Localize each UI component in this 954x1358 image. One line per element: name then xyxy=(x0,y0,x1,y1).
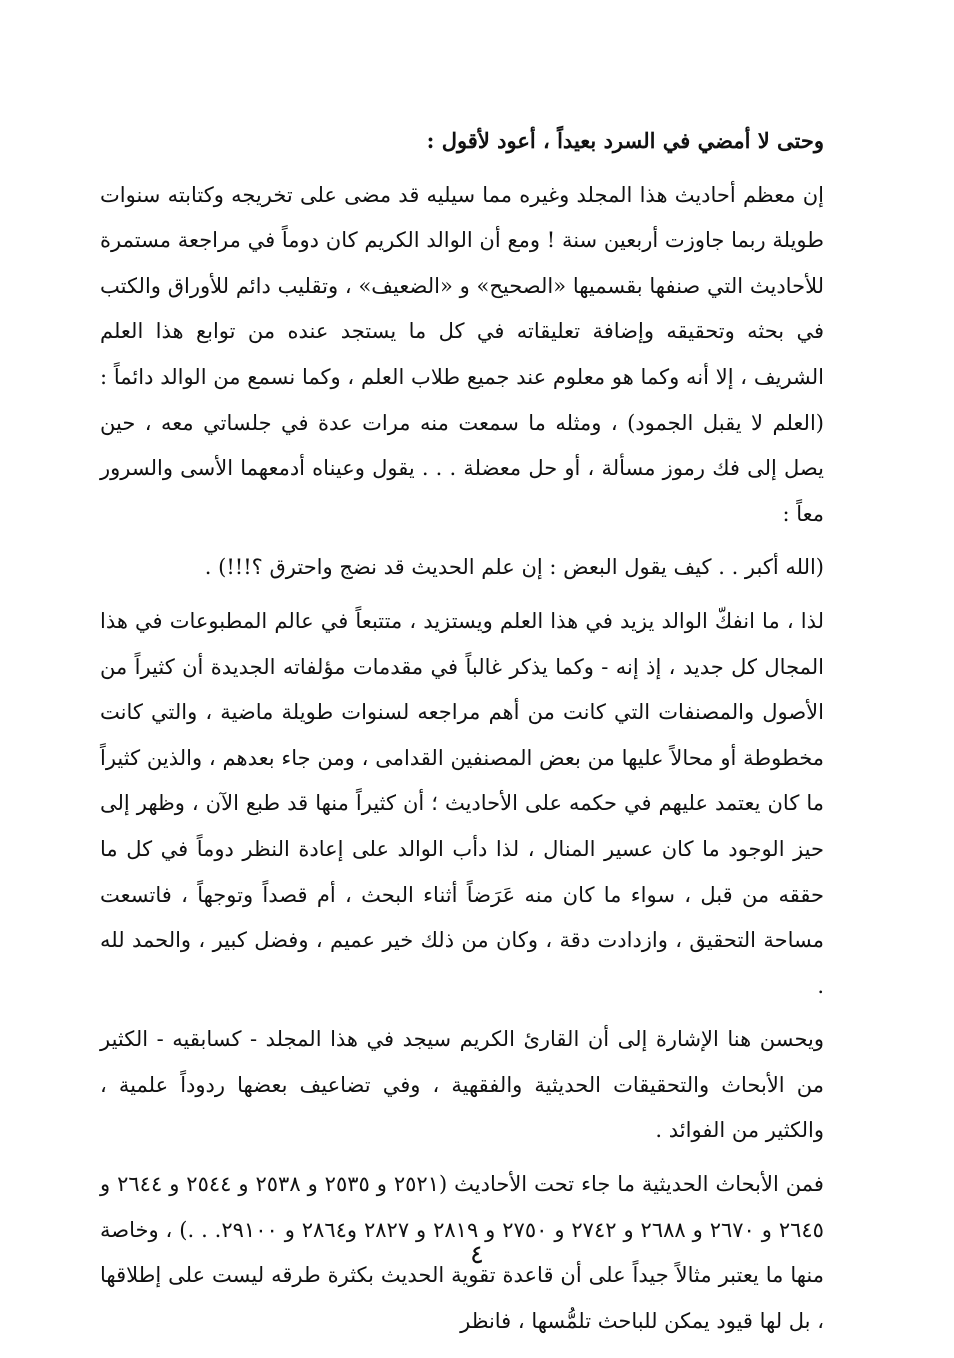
paragraph-quote: (الله أكبر . . كيف يقول البعض : إن علم الحديث قد نضج واحترق ؟!!!) . xyxy=(204,555,824,580)
body-text xyxy=(100,118,824,1344)
paragraph-hadith-revision: إن معظم أحاديث هذا المجلد وغيره مما سيليه قد مضى على تخريجه وكتابته سنوات طويلة ربما جاوزت أربعين سنة ! ومع أن الوالد الكريم كان دوماً في مراجعة مستمرة للأحاديث التي صنفها بقسميها «الصحيح» و «الضعيف» ، وتقليب دائم للأوراق والكتب في بحثه وتحقيقه وإضافة تعليقاته في كل ما يستجد عنده من توابع هذا العلم الشريف ، إلا أنه وكما هو معلوم عند جميع طلاب العلم ، وكما نسمع من الوالد دائماً : (العلم لا يقبل الجمود) ، ومثله ما سمعت منه مرات عدة في جلساتي معه ، حين يصل إلى فك رموز مسألة ، أو حل معضلة . . . يقول وعيناه أدمعهما الأسى والسرور معاً : xyxy=(100,182,824,526)
paragraph-research-note: ويحسن هنا الإشارة إلى أن القارئ الكريم سيجد في هذا المجلد - كسابقيه - الكثير من الأبحاث والتحقيقات الحديثية والفقهية ، وفي تضاعيف بعضها ردوداً علمية ، والكثير من الفوائد . xyxy=(100,1027,824,1143)
paragraph-hadith-list: فمن الأبحاث الحديثية ما جاء تحت الأحاديث (٢٥٢١ و ٢٥٣٥ و ٢٥٣٨ و ٢٥٤٤ و ٢٦٤٤ و ٢٦٤٥ و ٢٦٧٠ و ٢٦٨٨ و ٢٧٤٢ و ٢٧٥٠ و ٢٨١٩ و ٢٨٢٧ و٢٨٦٤ و ٢٩١٠٠. . .) ، وخاصة منها ما يعتبر مثالاً جيداً على أن قاعدة تقوية الحديث بكثرة طرقه ليست على إطلاقها ، بل لها قيود يمكن للباحث تلمُّسها ، فانظر xyxy=(100,1172,824,1333)
page-number: ٤ xyxy=(470,1240,484,1270)
paragraph-new-publications: لذا ، ما انفكّ الوالد يزيد في هذا العلم ويستزيد ، متتبعاً في عالم المطبوعات في هذا المجال كل جديد ، إذ إنه - وكما يذكر غالباً في مقدمات مؤلفاته الجديدة أن كثيراً من الأصول والمصنفات التي كانت من أهم مراجعه لسنوات طويلة ماضية ، والتي كانت مخطوطة أو محالاً عليها من بعض المصنفين القدامى ، ومن جاء بعدهم ، والذين كثيراً ما كان يعتمد عليهم في حكمه على الأحاديث ؛ أن كثيراً منها قد طبع الآن ، وظهر إلى حيز الوجود ما كان عسير المنال ، لذا دأب الوالد على إعادة النظر دوماً في كل ما حققه من قبل ، سواء ما كان منه عَرَضاً أثناء البحث ، أم قصداً وتوجهاً ، فاتسعت مساحة التحقيق ، وازدادت دقة ، وكان من ذلك خير عميم ، وفضل كبير ، والحمد لله . xyxy=(100,608,824,998)
paragraph-intro: وحتى لا أمضي في السرد بعيداً ، أعود لأقول : xyxy=(426,128,824,153)
